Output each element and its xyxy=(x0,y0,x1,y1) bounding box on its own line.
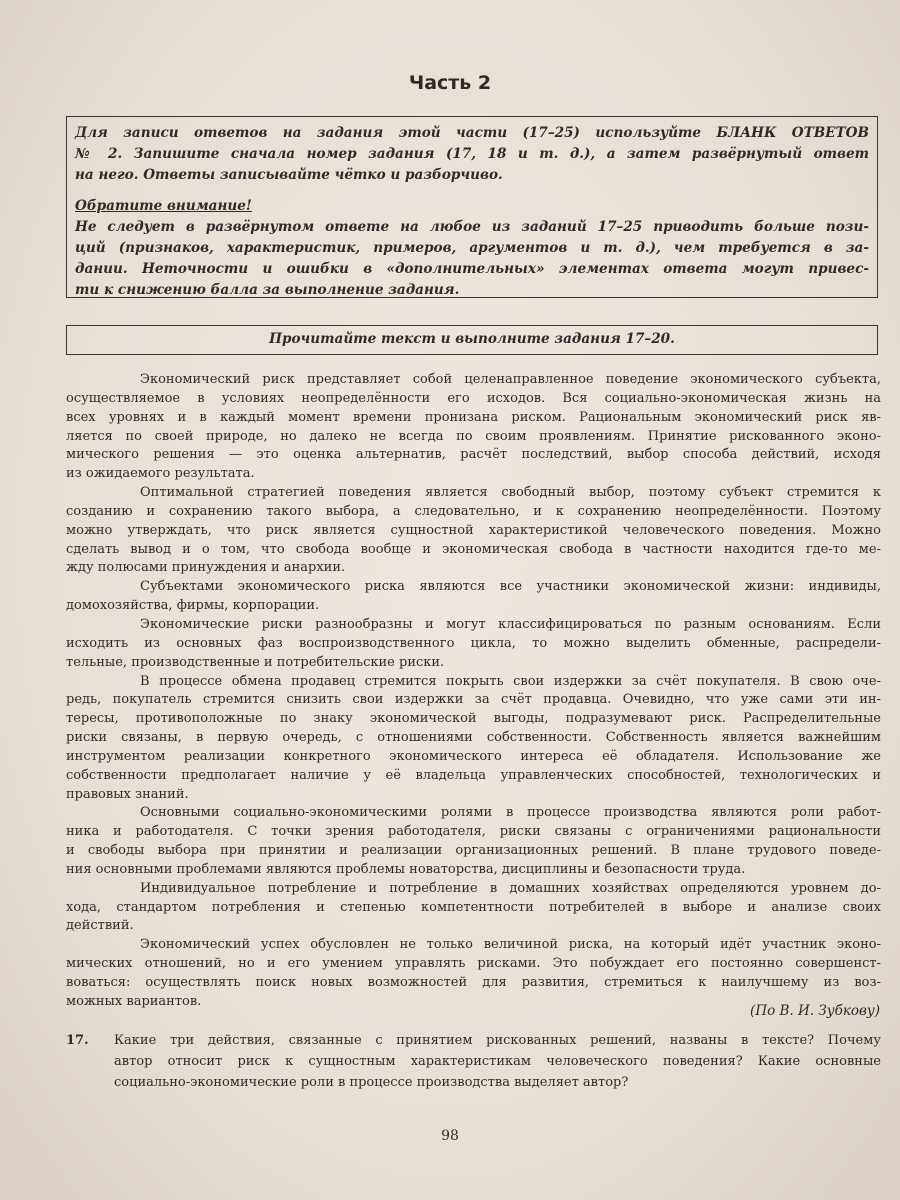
text-line: на него. Ответы записывайте чётко и разборчиво. xyxy=(75,167,503,183)
instructions-box xyxy=(66,116,878,298)
text-line: воваться: осуществлять поиск новых возможностей для развития, стремиться к наилучшему из воз- xyxy=(66,975,881,990)
text-line: Какие три действия, связанные с принятием рискованных решений, названы в тексте? Почему xyxy=(114,1033,881,1048)
text-line: редь, покупатель стремится снизить свои издержки за счёт продавца. Очевидно, что уже сами эти ин- xyxy=(66,692,881,708)
attention-heading: Обратите внимание! xyxy=(75,198,252,214)
text-line: домохозяйства, фирмы, корпорации. xyxy=(66,598,320,614)
reading-text xyxy=(66,371,881,1012)
paragraph xyxy=(66,371,881,484)
instructions-text xyxy=(75,123,869,186)
text-line: Экономический риск представляет собой целенаправленное поведение экономического субъекта, xyxy=(140,372,881,387)
paragraph xyxy=(66,484,881,578)
text-line: ника и работодателя. С точки зрения работодателя, риски связаны с ограничениями рациональности xyxy=(66,824,881,840)
paragraph xyxy=(66,673,881,805)
paragraph xyxy=(66,880,881,937)
text-line: тельные, производственные и потребительские риски. xyxy=(66,654,445,670)
text-line: созданию и сохранению такого выбора, а следовательно, и к сохранению неопределённости. Поэтому xyxy=(66,503,881,519)
text-line: правовых знаний. xyxy=(66,786,189,802)
text-line: Для записи ответов на задания этой части (17–25) используйте БЛАНК ОТВЕТОВ xyxy=(75,125,869,141)
section-title: Часть 2 xyxy=(408,72,492,94)
paragraph xyxy=(66,936,881,1011)
text-line: можных вариантов. xyxy=(66,993,202,1009)
text-line: автор относит риск к сущностным характеристикам человеческого поведения? Какие основные xyxy=(114,1054,881,1069)
text-line: Экономический успех обусловлен не только величиной риска, на который идёт участник эконо- xyxy=(140,937,881,953)
text-line: мических отношений, но и его умением управлять рисками. Это побуждает его постоянно совершенст- xyxy=(66,956,881,972)
text-line: Оптимальной стратегией поведения является свободный выбор, поэтому субъект стремится к xyxy=(140,485,881,501)
text-line: тересы, противоположные по знаку экономической выгоды, подразумевают риск. Распределительные xyxy=(66,711,881,727)
text-line: инструментом реализации конкретного экономического интереса её обладателя. Использование же xyxy=(66,748,881,764)
text-line: ния основными проблемами являются проблемы новаторства, дисциплины и безопасности труда. xyxy=(66,861,746,877)
text-line: мического решения — это оценка альтернатив, расчёт последствий, выбор способа действий, исходя xyxy=(66,447,881,463)
text-line: Индивидуальное потребление и потребление в домашних хозяйствах определяются уровнем до- xyxy=(140,880,881,896)
text-line: хода, стандартом потребления и степенью компетентности потребителей в выборе и анализе своих xyxy=(66,899,881,915)
text-line: собственности предполагает наличие у её владельца управленческих способностей, технологических и xyxy=(66,767,881,783)
text-line: ляется по своей природе, но далеко не всегда по своим проявлениям. Принятие рискованного эконо- xyxy=(66,428,881,444)
page-number: 98 xyxy=(441,1128,459,1144)
text-line: исходить из основных фаз воспроизводственного цикла, то можно выделить обменные, распредели- xyxy=(66,635,881,651)
text-line: и свободы выбора при принятии и реализации организационных решений. В плане трудового поведе- xyxy=(66,843,881,859)
text-line: Не следует в развёрнутом ответе на любое из заданий 17–25 приводить больше пози- xyxy=(75,219,869,235)
paragraph xyxy=(66,616,881,673)
text-line: сделать вывод и о том, что свобода вообще и экономическая свобода в частности находится где-то ме- xyxy=(66,541,881,557)
text-line: ций (признаков, характеристик, примеров, аргументов и т. д.), чем требуется в за- xyxy=(75,240,869,256)
paragraph xyxy=(66,804,881,879)
question-17 xyxy=(66,1030,881,1093)
warning-text xyxy=(75,217,869,301)
text-line: Основными социально-экономическими ролями в процессе производства являются роли работ- xyxy=(140,805,881,821)
question-text xyxy=(114,1030,881,1093)
text-line: ти к снижению балла за выполнение задания. xyxy=(75,282,460,298)
text-line: Экономические риски разнообразны и могут классифицироваться по разным основаниям. Если xyxy=(140,616,881,632)
text-line: риски связаны, в первую очередь, с отношениями собственности. Собственность является важнейшим xyxy=(66,730,881,746)
text-line: из ожидаемого результата. xyxy=(66,466,255,482)
attribution: (По В. И. Зубкову) xyxy=(750,1003,880,1019)
text-line: социально-экономические роли в процессе производства выделяет автор? xyxy=(114,1075,629,1090)
paragraph xyxy=(66,578,881,616)
read-prompt: Прочитайте текст и выполните задания 17–20. xyxy=(269,331,675,347)
text-line: В процессе обмена продавец стремится покрыть свои издержки за счёт покупателя. В свою оче- xyxy=(140,673,881,689)
text-line: жду полюсами принуждения и анархии. xyxy=(66,560,346,576)
text-line: действий. xyxy=(66,918,134,934)
question-number: 17. xyxy=(66,1033,89,1048)
text-line: всех уровнях и в каждый момент времени пронизана риском. Рациональным экономический риск яв- xyxy=(66,409,881,425)
text-line: дании. Неточности и ошибки в «дополнительных» элементах ответа могут привес- xyxy=(75,261,869,277)
text-line: Субъектами экономического риска являются все участники экономической жизни: индивиды, xyxy=(140,579,881,595)
text-line: № 2. Запишите сначала номер задания (17, 18 и т. д.), а затем развёрнутый ответ xyxy=(75,146,869,162)
read-prompt-box xyxy=(66,325,878,355)
text-line: можно утверждать, что риск является сущностной характеристикой человеческого поведения. Можно xyxy=(66,522,881,538)
text-line: осуществляемое в условиях неопределённости его исходов. Вся социально-экономическая жизнь на xyxy=(66,390,881,406)
